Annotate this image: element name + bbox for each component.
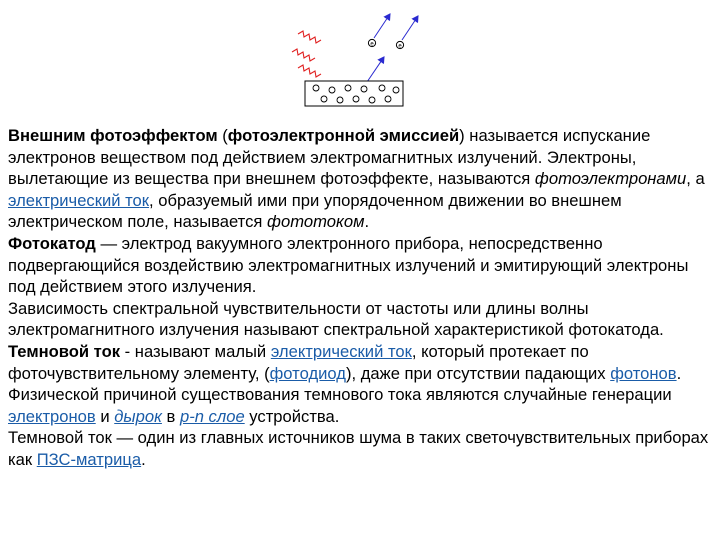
- paragraph-spectral-characteristic: Зависимость спектральной чувствительности от частоты или длины волны электромагнитного излучения называют спектральной характеристикой фотокатода.: [8, 298, 664, 340]
- term-photocurrent: фототоком: [267, 212, 365, 232]
- term-photocathode: Фотокатод: [8, 233, 96, 253]
- link-electric-current-2[interactable]: электрический ток: [270, 341, 412, 361]
- electron-arrow-icon: [367, 57, 384, 82]
- term-dark-current: Темновой ток: [8, 341, 121, 361]
- electron-arrow-icon: [374, 14, 390, 38]
- light-wave-icon: [292, 31, 321, 77]
- paragraph-dark-current: Темновой ток - называют малый электрический ток, который протекает по фоточувствительному элементу, (фотодиод), даже при отсутствии падающих фотонов. Физической причиной существования темнового тока являются случайные генерации электронов и дырок в p-n слое устройства.: [8, 341, 682, 426]
- paragraph-dark-current-noise: Темновой ток — один из главных источников шума в таких светочувствительных приборах как ПЗС-матрица.: [8, 428, 709, 469]
- term-photoelectron-emission: фотоэлектронной эмиссией: [227, 126, 460, 145]
- emitted-electrons: [367, 14, 418, 82]
- photoeffect-illustration: [0, 0, 720, 115]
- term-photoelectrons: фотоэлектронами: [534, 169, 687, 189]
- link-ccd-matrix[interactable]: ПЗС-матрица: [36, 449, 142, 469]
- link-photodiode[interactable]: фотодиод: [269, 363, 346, 383]
- paragraph-external-photoeffect: Внешним фотоэффектом (фотоэлектронной эмиссией) называется испускание электронов веществом под действием электромагнитных излучений. Электроны, вылетающие из вещества при внешнем фотоэффекте, называются фотоэлектронами, а электрический ток, образуемый ими при упорядоченном движении во внешнем электрическом поле, называется фототоком.: [8, 126, 705, 232]
- link-holes[interactable]: дырок: [114, 406, 162, 426]
- link-electric-current[interactable]: электрический ток: [8, 190, 150, 210]
- link-pn-layer[interactable]: p-n слое: [179, 406, 245, 426]
- paragraph-photocathode: Фотокатод — электрод вакуумного электронного прибора, непосредственно подвергающийся воздействию электромагнитных излучений и эмитирующий электроны под действием этого излучения.: [8, 233, 689, 297]
- electron-symbol: e: [398, 43, 402, 50]
- term-external-photoeffect: Внешним фотоэффектом: [8, 126, 218, 145]
- link-photons[interactable]: фотонов: [610, 363, 677, 383]
- electron-arrow-icon: [402, 16, 418, 40]
- electron-symbol: e: [370, 41, 374, 48]
- article-text: [8, 125, 713, 471]
- link-electrons[interactable]: электронов: [8, 406, 96, 426]
